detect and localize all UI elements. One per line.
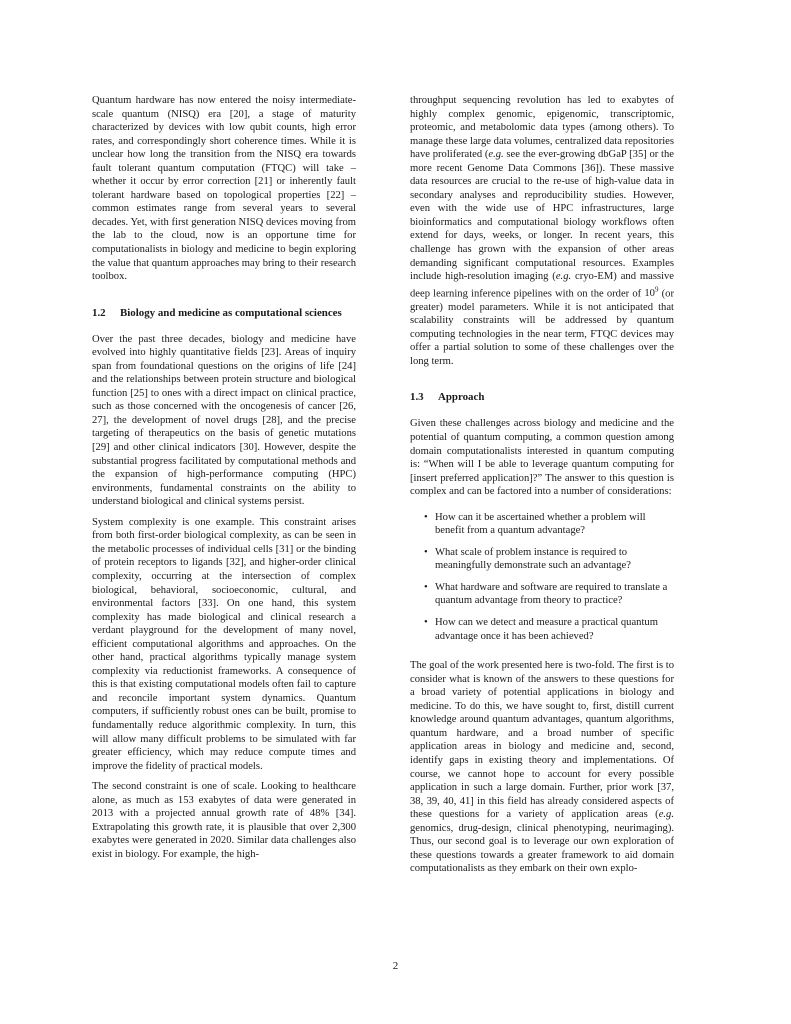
list-item: • How can we detect and measure a practical quantum advantage once it has been achieved? <box>410 616 674 643</box>
section-number: 1.3 <box>410 391 424 404</box>
section-number: 1.2 <box>92 306 106 319</box>
page-number: 2 <box>392 960 399 972</box>
considerations-list <box>410 511 674 643</box>
paragraph-system-complexity: System complexity is one example. This constraint arises from both first-order biological complexity, as can be seen in the metabolic processes of individual cells [31] or the binding of protein receptors to ligands [32], and higher-order clinical complexity, occurring at the intersection of complex biological, behavioral, socioeconomic, cultural, and environmental factors [33]. On one hand, this system complexity has made biological and clinical research a verdant playground for the development of many novel, efficient computational algorithms and approaches. On the other hand, practical algorithms typically manage system complexity via reductionist frameworks. A consequence of this is that existing computational models often fail to capture and reconcile important system dynamics. Quantum computers, if sufficiently robust ones can be built, promise to fundamentally reduce algorithmic complexity. In turn, this will allow many difficult problems to be simulated with far greater efficiency, which may reduce compute times and improve the fidelity of practical models. <box>92 516 356 772</box>
paragraph-scale: The second constraint is one of scale. Looking to healthcare alone, as much as 153 exabytes of data were generated in 2013 with a projected annual growth rate of 48% [34]. Extrapolating this growth rate, it is plausible that over 2,300 exabytes were generated in 2020. Similar data challenges also exist in biology. For example, the high- <box>92 781 356 860</box>
list-item: • How can it be ascertained whether a problem will benefit from a quantum advantage? <box>410 511 674 538</box>
list-item: • What hardware and software are required to translate a quantum advantage from theory to practice? <box>410 581 674 608</box>
intro-paragraph: Quantum hardware has now entered the noisy intermediate-scale quantum (NISQ) era [20], a stage of maturity characterized by devices with low qubit counts, high error rates, and correspondingly short coherence times. While it is unclear how long the transition from the NISQ era towards fault tolerant quantum computation (FTQC) will take – whether it occur by error correction [21] or inherently fault tolerant hardware based on topological properties [22] – common estimates range from several years to several decades. Yet, with first generation NISQ devices moving from the lab to the cloud, now is an opportune time for computationalists in biology and medicine to begin exploring the value that quantum approaches may bring to their research toolbox. <box>92 95 356 283</box>
list-item: • What scale of problem instance is required to meaningfully demonstrate such an advantage? <box>410 546 674 573</box>
left-column <box>92 94 356 868</box>
right-column <box>410 94 674 883</box>
paragraph-approach: Given these challenges across biology and medicine and the potential of quantum computing, a common question among domain computationalists interested in quantum computing is: “When will I be able to leverage quantum computing for [insert preferred application]?” The answer to this question is complex and can be factored into a number of considerations: <box>410 418 674 498</box>
section-title: Biology and medicine as computational sciences <box>120 306 342 319</box>
paragraph-quantitative-fields: Over the past three decades, biology and medicine have evolved into highly quantitative fields [23]. Areas of inquiry span from foundational questions on the origins of life [24] and the relationships between protein structure and biological function [25] to ones with a direct impact on clinical practice, such as those concerned with the oncogenesis of cancer [26, 27], the development of novel drugs [28], and the precise targeting of therapeutics on the basis of genetic mutations [29] and other clinical indicators [30]. However, despite the substantial progress facilitated by computational methods and the expansion of high-performance computing (HPC) environments, fundamental constraints on the ability to understand biological and clinical systems persist. <box>92 333 356 508</box>
section-heading-1-3 <box>410 390 674 404</box>
section-title: Approach <box>438 391 485 404</box>
math-expression: $10^9$ <box>644 285 659 300</box>
paragraph-data-scale: throughput sequencing revolution has led to exabytes of highly complex genomic, epigenomic, transcriptomic, proteomic, and metabolomic data types (among others). To manage these large data volumes, centralized data repositories have proliferated (e.g. see the ever-growing dbGaP [35] or the more recent Genome Data Commons [36]). These massive data resources are crucial to the re-use of high-value data in secondary analyses and reproducibility studies. However, even with the wide use of HPC infrastructures, large bioinformatics and computational biology workflows often extend for days, weeks, or longer. In recent years, this challenge has grown with the expansion of other areas demanding significant computational resources. Examples include high-resolution imaging (e.g. cryo-EM) and massive deep learning inference pipelines with on the order of $10^9$ (or greater) model parameters. While it is not anticipated that scalability constraints will be addressed by quantum computing technologies in the near term, FTQC devices may offer a partial solution to some of these challenges over the long term. <box>410 95 675 367</box>
section-heading-1-2 <box>92 306 356 320</box>
paragraph-goal: The goal of the work presented here is two-fold. The first is to consider what is known of the answers to these questions for a broad variety of potential applications in biology and medicine. To do this, we have sought to, first, distill current knowledge around quantum advantages, quantum algorithms, quantum hardware, and a broad number of specific application areas in biology and medicine and, second, identify gaps in existing theory and implementations. Of course, we cannot hope to account for every possible application in such a large domain. Further, prior work [37, 38, 39, 40, 41] in this field has already considered aspects of these questions for a variety of application areas (e.g. genomics, drug-design, clinical phenotyping, neurimaging). Thus, our second goal is to leverage our own exploration of these questions towards a greater framework to aid domain computationalists as they embark on their own explo- <box>410 660 674 875</box>
